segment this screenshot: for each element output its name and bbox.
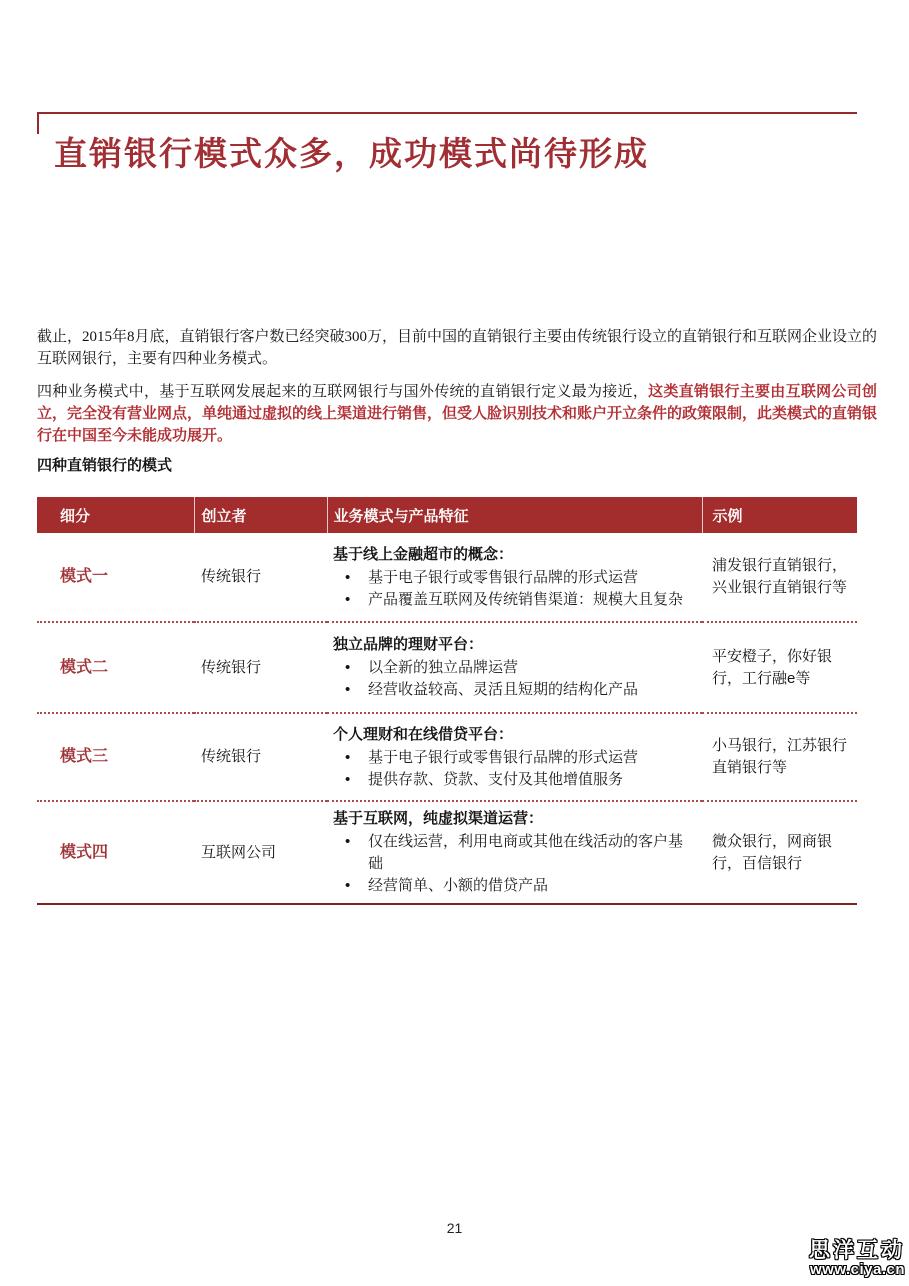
model-label: 模式三 xyxy=(60,748,109,765)
model-founder: 互联网公司 xyxy=(201,843,277,861)
model-features xyxy=(327,622,702,713)
feature-bullet-list xyxy=(333,831,696,897)
feature-title: 个人理财和在线借贷平台： xyxy=(333,725,514,743)
table-row xyxy=(37,801,857,904)
feature-bullet: • 基于电子银行或零售银行品牌的形式运营 xyxy=(333,747,696,769)
models-paragraph-emphasis: 这类直销银行主要由互联网公司创立，完全没有营业网点，单纯通过虚拟的线上渠道进行销售，但受人脸识别技术和账户开立条件的政策限制，此类模式的直销银行在中国至今未能成功展开。 xyxy=(37,384,878,444)
header-examples: 示例 xyxy=(702,497,857,533)
model-examples: 浦发银行直销银行，兴业银行直销银行等 xyxy=(712,557,848,596)
model-founder: 传统银行 xyxy=(201,568,262,585)
table-row xyxy=(37,622,857,713)
header-features: 业务模式与产品特征 xyxy=(327,497,702,533)
model-label: 模式一 xyxy=(60,568,109,585)
feature-title: 基于互联网，纯虚拟渠道运营： xyxy=(333,810,544,827)
feature-bullet: • 仅在线运营，利用电商或其他在线活动的客户基础 xyxy=(333,831,696,875)
feature-bullet: • 经营收益较高、灵活且短期的结构化产品 xyxy=(333,679,696,701)
model-founder: 传统银行 xyxy=(201,658,262,676)
watermark xyxy=(809,1240,905,1278)
feature-bullet-list xyxy=(333,657,696,701)
models-paragraph xyxy=(37,381,877,447)
model-features xyxy=(327,801,702,904)
table-caption: 四种直销银行的模式 xyxy=(37,457,173,474)
feature-title: 基于线上金融超市的概念： xyxy=(333,545,514,563)
title-rule-horizontal xyxy=(37,112,857,114)
feature-title: 独立品牌的理财平台： xyxy=(333,636,484,653)
model-examples: 小马银行，江苏银行直销银行等 xyxy=(712,737,848,776)
intro-paragraph: 截止，2015年8月底，直销银行客户数已经突破300万，目前中国的直销银行主要由传统银行设立的直销银行和互联网企业设立的互联网银行，主要有四种业务模式。 xyxy=(37,329,878,367)
feature-bullet: • 以全新的独立品牌运营 xyxy=(333,657,696,679)
models-table xyxy=(37,497,857,905)
page-number: 21 xyxy=(446,1220,463,1236)
model-features xyxy=(327,713,702,801)
model-founder: 传统银行 xyxy=(201,748,262,765)
model-features xyxy=(327,533,702,622)
watermark-url: www.ciya.cn xyxy=(810,1261,905,1279)
feature-bullet: • 基于电子银行或零售银行品牌的形式运营 xyxy=(333,567,696,589)
table-header-row xyxy=(37,497,857,533)
feature-bullet-list xyxy=(333,567,696,611)
model-examples: 微众银行，网商银行，百信银行 xyxy=(712,832,833,872)
page-title: 直销银行模式众多，成功模式尚待形成 xyxy=(54,137,649,173)
table-row xyxy=(37,713,857,801)
models-paragraph-plain: 四种业务模式中，基于互联网发展起来的互联网银行与国外传统的直销银行定义最为接近， xyxy=(37,384,649,400)
model-label: 模式四 xyxy=(60,843,109,861)
feature-bullet: • 经营简单、小额的借贷产品 xyxy=(333,875,696,897)
watermark-brand: 思洋互动 xyxy=(809,1239,905,1263)
model-label: 模式二 xyxy=(60,658,109,676)
header-segment: 细分 xyxy=(37,497,194,533)
feature-bullet: • 提供存款、贷款、支付及其他增值服务 xyxy=(333,769,696,791)
header-founder: 创立者 xyxy=(194,497,327,533)
table-row xyxy=(37,533,857,622)
feature-bullet: • 产品覆盖互联网及传统销售渠道：规模大且复杂 xyxy=(333,589,696,611)
model-examples: 平安橙子，你好银行，工行融e等 xyxy=(712,647,833,687)
title-rule-vertical xyxy=(37,112,39,134)
feature-bullet-list xyxy=(333,747,696,791)
